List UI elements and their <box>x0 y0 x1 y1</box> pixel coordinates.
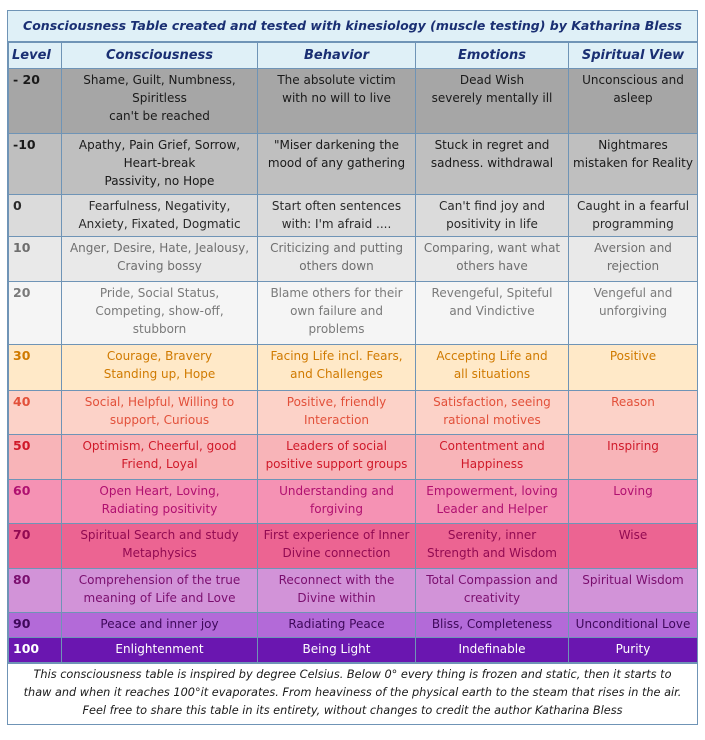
table-row <box>9 524 698 569</box>
footer-note <box>8 663 697 724</box>
consciousness-cell: Shame, Guilt, Numbness, Spiritless can't be reached <box>62 69 258 134</box>
consciousness-cell: Courage, Bravery Standing up, Hope <box>62 345 258 391</box>
behavior-cell: "Miser darkening the mood of any gathering <box>258 134 416 195</box>
consciousness-table-frame <box>7 10 698 725</box>
spiritual-view-cell: Unconditional Love <box>569 613 698 638</box>
table-row <box>9 69 698 134</box>
header-behavior: Behavior <box>258 43 416 69</box>
emotions-cell: Revengeful, Spiteful and Vindictive <box>416 282 569 345</box>
emotions-cell: Total Compassion and creativity <box>416 569 569 613</box>
header-row <box>9 43 698 69</box>
consciousness-cell: Spiritual Search and study Metaphysics <box>62 524 258 569</box>
table-row <box>9 435 698 480</box>
behavior-cell: First experience of Inner Divine connection <box>258 524 416 569</box>
consciousness-cell: Optimism, Cheerful, good Friend, Loyal <box>62 435 258 480</box>
spiritual-view-cell: Unconscious and asleep <box>569 69 698 134</box>
spiritual-view-cell: Positive <box>569 345 698 391</box>
level-cell: 20 <box>9 282 62 345</box>
level-cell: 60 <box>9 480 62 524</box>
spiritual-view-cell: Purity <box>569 638 698 663</box>
emotions-cell: Indefinable <box>416 638 569 663</box>
spiritual-view-cell: Vengeful and unforgiving <box>569 282 698 345</box>
consciousness-cell: Anger, Desire, Hate, Jealousy, Craving bossy <box>62 237 258 282</box>
level-cell: - 20 <box>9 69 62 134</box>
emotions-cell: Dead Wish severely mentally ill <box>416 69 569 134</box>
spiritual-view-cell: Spiritual Wisdom <box>569 569 698 613</box>
header-spiritual-view: Spiritual View <box>569 43 698 69</box>
behavior-cell: Leaders of social positive support groups <box>258 435 416 480</box>
table-row <box>9 391 698 435</box>
behavior-cell: The absolute victim with no will to live <box>258 69 416 134</box>
consciousness-cell: Pride, Social Status, Competing, show-off, stubborn <box>62 282 258 345</box>
table-row <box>9 282 698 345</box>
level-cell: 50 <box>9 435 62 480</box>
footer-line: Feel free to share this table in its entirety, without changes to credit the author Katharina Bless <box>82 704 623 717</box>
level-cell: 90 <box>9 613 62 638</box>
spiritual-view-cell: Caught in a fearful programming <box>569 195 698 237</box>
consciousness-cell: Enlightenment <box>62 638 258 663</box>
behavior-cell: Positive, friendly Interaction <box>258 391 416 435</box>
spiritual-view-cell: Aversion and rejection <box>569 237 698 282</box>
consciousness-cell: Fearfulness, Negativity, Anxiety, Fixated, Dogmatic <box>62 195 258 237</box>
spiritual-view-cell: Reason <box>569 391 698 435</box>
consciousness-cell: Peace and inner joy <box>62 613 258 638</box>
level-cell: 70 <box>9 524 62 569</box>
consciousness-cell: Apathy, Pain Grief, Sorrow, Heart-break Passivity, no Hope <box>62 134 258 195</box>
table-row <box>9 345 698 391</box>
footer-line: thaw and when it reaches 100°it evaporates. From heaviness of the physical earth to the steam that rises in the air. <box>23 686 682 699</box>
behavior-cell: Reconnect with the Divine within <box>258 569 416 613</box>
header-level: Level <box>9 43 62 69</box>
consciousness-cell: Social, Helpful, Willing to support, Curious <box>62 391 258 435</box>
emotions-cell: Empowerment, loving Leader and Helper <box>416 480 569 524</box>
footer-line: This consciousness table is inspired by degree Celsius. Below 0° every thing is frozen and static, then it starts to <box>33 668 672 681</box>
behavior-cell: Start often sentences with: I'm afraid .... <box>258 195 416 237</box>
emotions-cell: Comparing, want what others have <box>416 237 569 282</box>
behavior-cell: Being Light <box>258 638 416 663</box>
table-row <box>9 638 698 663</box>
level-cell: 30 <box>9 345 62 391</box>
emotions-cell: Bliss, Completeness <box>416 613 569 638</box>
table-row <box>9 237 698 282</box>
level-cell: -10 <box>9 134 62 195</box>
consciousness-cell: Comprehension of the true meaning of Life and Love <box>62 569 258 613</box>
behavior-cell: Understanding and forgiving <box>258 480 416 524</box>
emotions-cell: Satisfaction, seeing rational motives <box>416 391 569 435</box>
emotions-cell: Contentment and Happiness <box>416 435 569 480</box>
table-row <box>9 569 698 613</box>
table-row <box>9 480 698 524</box>
table-row <box>9 195 698 237</box>
level-cell: 100 <box>9 638 62 663</box>
behavior-cell: Facing Life incl. Fears, and Challenges <box>258 345 416 391</box>
table-row <box>9 613 698 638</box>
level-cell: 80 <box>9 569 62 613</box>
header-emotions: Emotions <box>416 43 569 69</box>
level-cell: 0 <box>9 195 62 237</box>
level-cell: 40 <box>9 391 62 435</box>
behavior-cell: Blame others for their own failure and problems <box>258 282 416 345</box>
spiritual-view-cell: Loving <box>569 480 698 524</box>
spiritual-view-cell: Nightmares mistaken for Reality <box>569 134 698 195</box>
spiritual-view-cell: Inspiring <box>569 435 698 480</box>
behavior-cell: Criticizing and putting others down <box>258 237 416 282</box>
emotions-cell: Serenity, inner Strength and Wisdom <box>416 524 569 569</box>
emotions-cell: Accepting Life and all situations <box>416 345 569 391</box>
table-row <box>9 134 698 195</box>
consciousness-table <box>8 42 698 663</box>
consciousness-cell: Open Heart, Loving, Radiating positivity <box>62 480 258 524</box>
level-cell: 10 <box>9 237 62 282</box>
behavior-cell: Radiating Peace <box>258 613 416 638</box>
table-title: Consciousness Table created and tested with kinesiology (muscle testing) by Katharina Bless <box>8 11 697 42</box>
header-consciousness: Consciousness <box>62 43 258 69</box>
emotions-cell: Can't find joy and positivity in life <box>416 195 569 237</box>
spiritual-view-cell: Wise <box>569 524 698 569</box>
emotions-cell: Stuck in regret and sadness. withdrawal <box>416 134 569 195</box>
